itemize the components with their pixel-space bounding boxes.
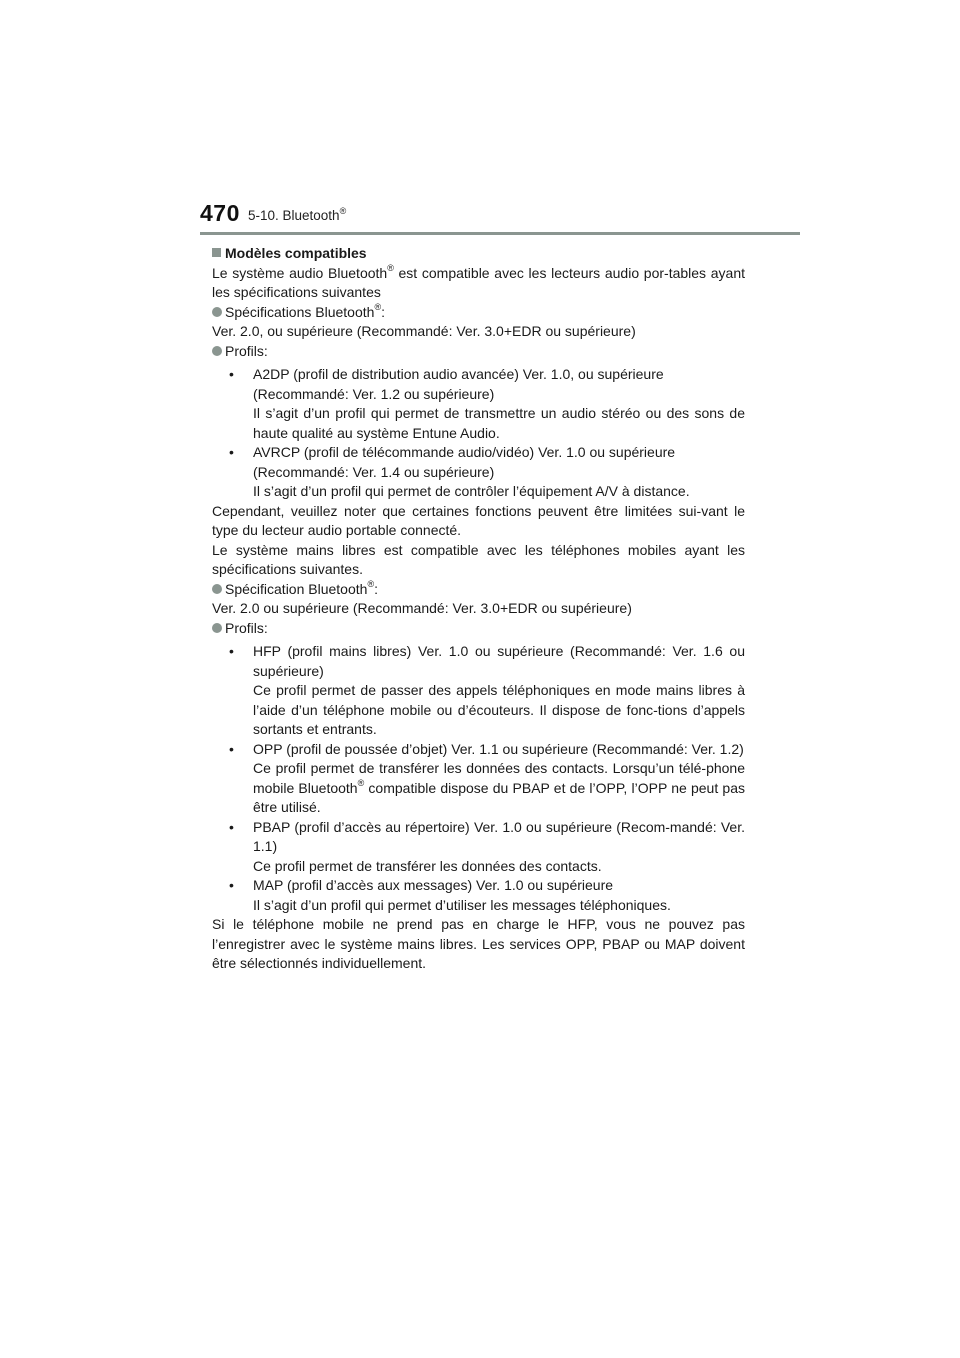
profile-line: (Recommandé: Ver. 1.4 ou supérieure) xyxy=(253,463,495,480)
page-content xyxy=(212,244,745,974)
audio-note: Cependant, veuillez noter que certaines fonctions peuvent être limitées sui-vant le type du lecteur audio portable connecté. xyxy=(212,502,745,538)
sub-bullet-icon: • xyxy=(229,643,234,659)
section-label: 5-10. Bluetooth® xyxy=(248,205,347,223)
profile-line: (Recommandé: Ver. 1.2 ou supérieure) xyxy=(253,385,495,402)
profile-opp xyxy=(212,740,745,818)
profile-avrcp xyxy=(212,443,745,502)
phone-intro: Le système mains libres est compatible avec les téléphones mobiles ayant les spécifications suivantes. xyxy=(212,541,745,577)
square-bullet-icon xyxy=(212,248,221,257)
profile-a2dp xyxy=(212,365,745,443)
profile-line: Il s’agit d’un profil qui permet de contrôler l’équipement A/V à distance. xyxy=(253,483,690,499)
circle-bullet-icon xyxy=(212,346,222,356)
profile-title: OPP (profil de poussée d’objet) Ver. 1.1 ou supérieure (Recommandé: Ver. 1.2) xyxy=(253,740,744,757)
page-header xyxy=(200,200,800,234)
profile-description: Ce profil permet de passer des appels téléphoniques en mode mains libres à l’aide d’un téléphone mobile ou d’écouteurs. Il dispose de fonc-tions d’appels sortants et entrants. xyxy=(253,682,745,737)
profile-description: Ce profil permet de transférer les données des contacts. xyxy=(253,857,602,874)
sub-bullet-icon: • xyxy=(229,444,234,460)
phone-spec-value: Ver. 2.0 ou supérieure (Recommandé: Ver. 3.0+EDR ou supérieure) xyxy=(212,600,632,616)
profile-description: Ce profil permet de transférer les données des contacts. Lorsqu’un télé-phone mobile Bluetooth® compatible dispose du PBAP et de l’OPP, l’OPP ne peut pas être utilisé. xyxy=(253,760,745,815)
header-divider xyxy=(200,232,800,235)
closing-note: Si le téléphone mobile ne prend pas en charge le HFP, vous ne pouvez pas l’enregistrer avec le système mains libres. Les services OPP, PBAP ou MAP doivent être sélectionnés individuellement. xyxy=(212,916,745,971)
profile-title: MAP (profil d’accès aux messages) Ver. 1.0 ou supérieure xyxy=(253,877,614,893)
profile-description: Il s’agit d’un profil qui permet d’utiliser les messages téléphoniques. xyxy=(253,896,671,913)
phone-spec-label: Spécification Bluetooth®: xyxy=(212,580,745,600)
section-heading: Modèles compatibles xyxy=(212,244,745,264)
page-number: 470 xyxy=(200,200,240,226)
audio-spec-label: Spécifications Bluetooth®: xyxy=(212,303,745,323)
sub-bullet-icon: • xyxy=(229,818,234,835)
sub-bullet-icon: • xyxy=(229,740,234,757)
profile-map xyxy=(212,876,745,915)
profile-title: HFP (profil mains libres) Ver. 1.0 ou supérieure (Recommandé: Ver. 1.6 ou supérieure) xyxy=(253,643,745,679)
profile-title: PBAP (profil d’accès au répertoire) Ver. 1.0 ou supérieure (Recom-mandé: Ver. 1.1) xyxy=(253,818,745,854)
sub-bullet-icon: • xyxy=(229,366,234,382)
profile-title: A2DP (profil de distribution audio avancée) Ver. 1.0, ou supérieure xyxy=(253,366,664,382)
profile-title: AVRCP (profil de télécommande audio/vidéo) Ver. 1.0 ou supérieure xyxy=(253,444,676,460)
circle-bullet-icon xyxy=(212,584,222,594)
profile-line: Il s’agit d’un profil qui permet de transmettre un audio stéréo ou des sons de haute qualité au système Entune Audio. xyxy=(253,405,745,441)
audio-spec-value: Ver. 2.0, ou supérieure (Recommandé: Ver. 3.0+EDR ou supérieure) xyxy=(212,323,636,339)
circle-bullet-icon xyxy=(212,307,222,317)
profile-hfp xyxy=(212,642,745,740)
audio-profiles-label: Profils: xyxy=(212,342,745,362)
sub-bullet-icon: • xyxy=(229,877,234,893)
circle-bullet-icon xyxy=(212,623,222,633)
audio-intro: Le système audio Bluetooth® est compatible avec les lecteurs audio por-tables ayant les spécifications suivantes xyxy=(212,262,745,300)
profile-pbap xyxy=(212,818,745,877)
phone-profiles-label: Profils: xyxy=(212,619,745,639)
